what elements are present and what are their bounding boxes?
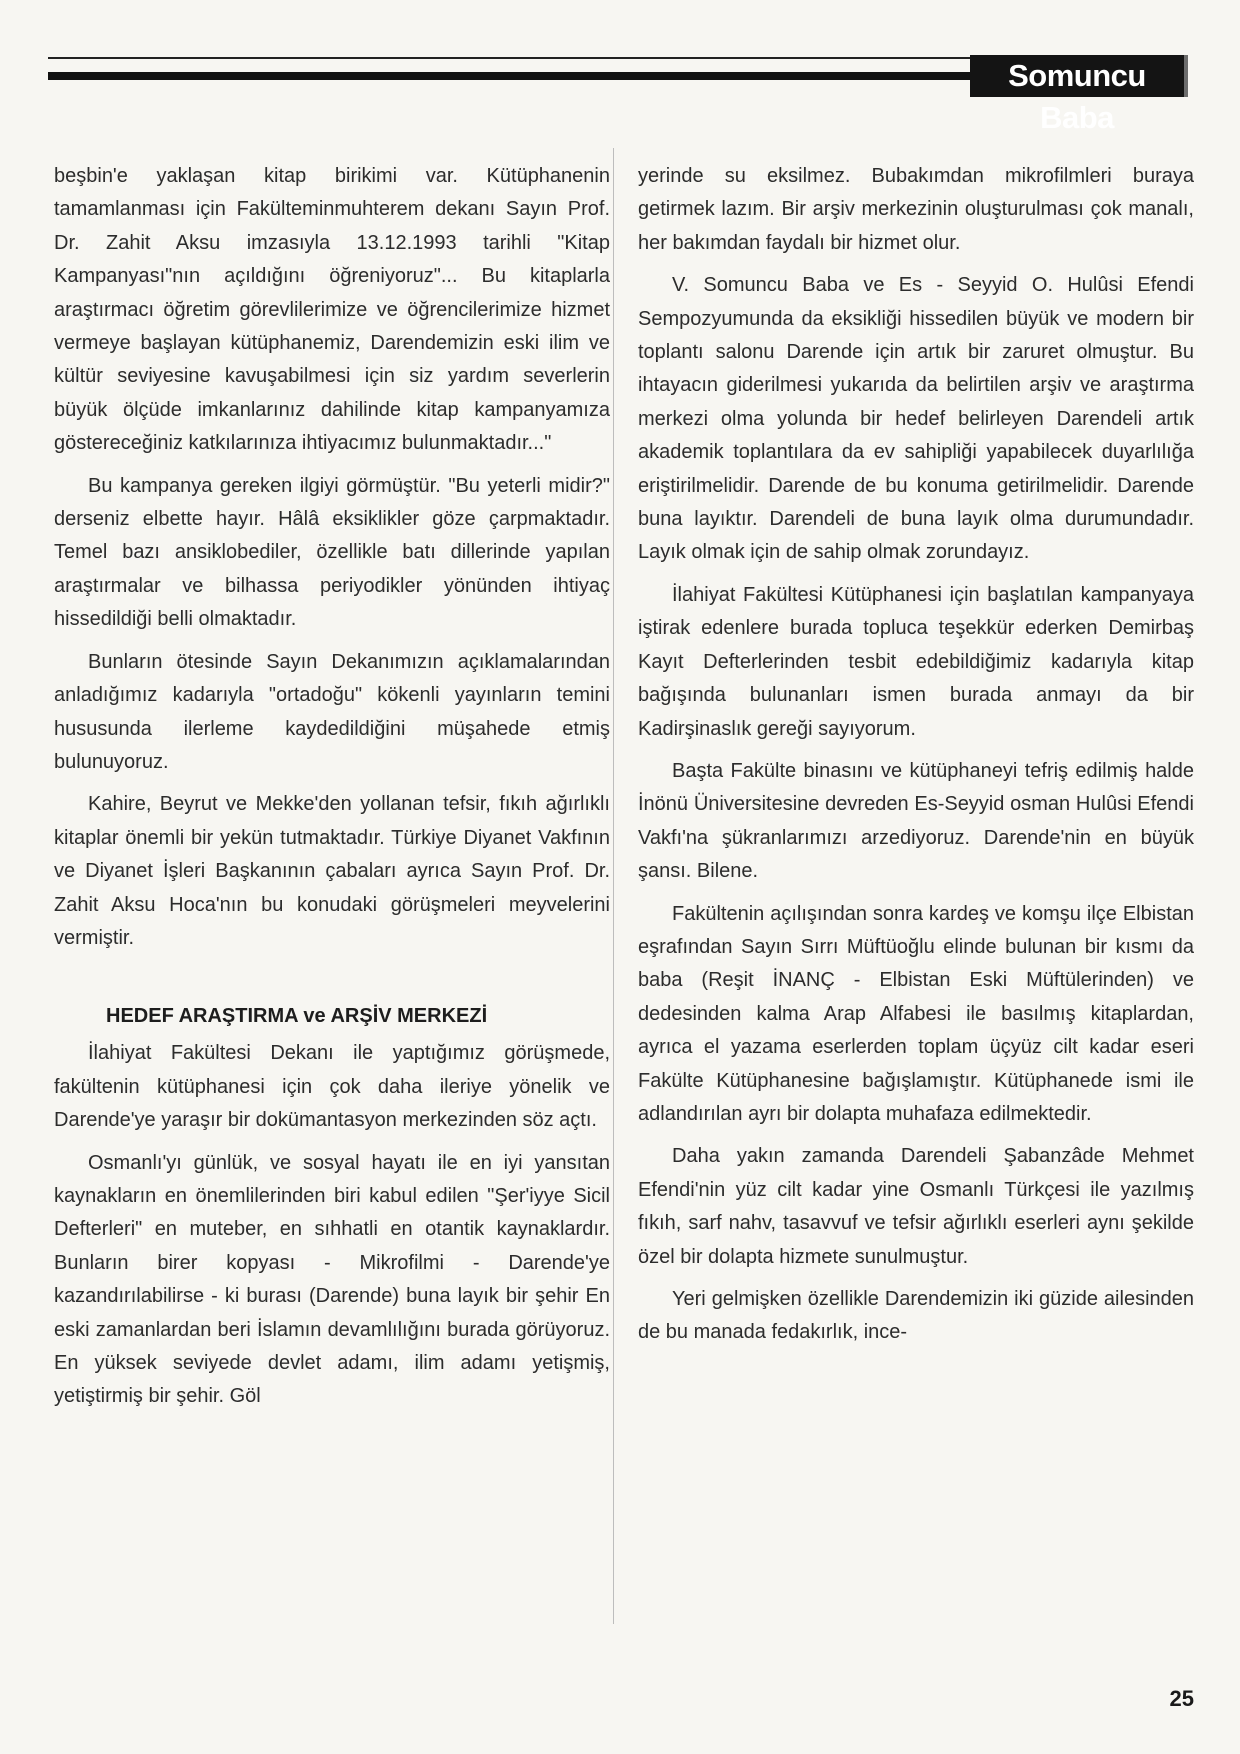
brand-edge-accent <box>1184 55 1188 97</box>
page-number: 25 <box>1169 1686 1194 1711</box>
header-rule-thick <box>48 72 974 80</box>
left-paragraph-6: Osmanlı'yı günlük, ve sosyal hayatı ile en iyi yansıtan kaynakların en önemlilerinden biri kabul edilen "Şer'iyye Sicil Defterleri" en muteber, en sıhhatli en otantik kaynaklardır. Bunların birer kopyası - Mikrofilmi - Darende'ye kazandırılabilirse - ki burası (Darende) buna layık bir şehir En eski zamanlardan beri İslamın devamlılığını burada görüyoruz. En yüksek seviyede devlet adamı, ilim adamı yetişmiş, yetiştirmiş bir şehir. Göl <box>54 1151 610 1408</box>
right-paragraph-3: İlahiyat Fakültesi Kütüphanesi için başlatılan kampanyaya iştirak edenlere burada topluca teşekkür ederken Demirbaş Kayıt Defterlerinden tesbit edebildiğimiz kadarıyla kitap bağışında bulunanları ismen burada anmayı da bir Kadirşinaslık gereği sayıyorum. <box>638 583 1194 740</box>
left-paragraph-3: Bunların ötesinde Sayın Dekanımızın açıklamalarından anladığımız kadarıyla "ortadoğu" kökenli yayınların temini hususunda ilerleme kaydedildiğini müşahede etmiş bulunuyoruz. <box>54 650 610 773</box>
right-column <box>638 160 1194 1359</box>
left-column <box>54 160 610 1423</box>
right-paragraph-4: Başta Fakülte binasını ve kütüphaneyi tefriş edilmiş halde İnönü Üniversitesine devreden Es-Seyyid osman Hulûsi Efendi Vakfı'na şükranlarımızı arzediyoruz. Darende'nin en büyük şansı. Bilene. <box>638 759 1194 883</box>
left-paragraph-2: Bu kampanya gereken ilgiyi görmüştür. "Bu yeterli midir?" derseniz elbette hayır. Hâlâ eksiklikler göze çarpmaktadır. Temel bazı ansiklobediler, özellikle batı dillerinde yapılan araştırmalar ve bilhassa periyodikler yönünden ihtiyaç hissedildiği belli olmaktadır. <box>54 474 610 631</box>
right-paragraph-6: Daha yakın zamanda Darendeli Şabanzâde Mehmet Efendi'nin yüz cilt kadar yine Osmanlı Türkçesi ile yazılmış fıkıh, sarf nahv, tasavvuf ve tefsir ağırlıklı eserleri aynı şekilde özel bir dolapta hizmete sunulmuştur. <box>638 1145 1194 1268</box>
header-rule-thin <box>48 57 974 59</box>
magazine-brand: Somuncu Baba <box>970 55 1184 97</box>
right-paragraph-5: Fakültenin açılışından sonra kardeş ve komşu ilçe Elbistan eşrafından Sayın Sırrı Müftüoğlu elinde bulunan bir kısmı da baba (Reşit İNANÇ - Elbistan Eski Müftülerinden) ve dedesinden kalma Arap Alfabesi ile basılmış kitaplardan, ayrıca el yazama eserlerden toplam üçyüz cilt kadar eseri Fakülte Kütüphanesine bağışlamıştır. Kütüphanede ismi ile adlandırılan ayrı bir dolapta muhafaza edilmektedir. <box>638 902 1194 1125</box>
right-paragraph-7: Yeri gelmişken özellikle Darendemizin iki güzide ailesinden de bu manada fedakırlık, ince- <box>638 1288 1194 1344</box>
left-paragraph-5: İlahiyat Fakültesi Dekanı ile yaptığımız görüşmede, fakültenin kütüphanesi için çok daha ileriye yönelik ve Darende'ye yaraşır bir dokümantasyon merkezinden söz açtı. <box>54 1042 610 1132</box>
column-divider <box>613 148 614 1624</box>
section-heading: HEDEF ARAŞTIRMA ve ARŞİV MERKEZİ <box>106 1005 488 1028</box>
right-paragraph-1: yerinde su eksilmez. Bubakımdan mikrofilmleri buraya getirmek lazım. Bir arşiv merkezinin oluşturulması çok manalı, her bakımdan faydalı bir hizmet olur. <box>638 165 1194 254</box>
right-paragraph-2: V. Somuncu Baba ve Es - Seyyid O. Hulûsi Efendi Sempozyumunda da eksikliği hissedilen büyük ve modern bir toplantı salonu Darende için artık bir zaruret olmuştur. Bu ihtayacın giderilmesi yukarıda da belirtilen arşiv ve araştırma merkezi olma yolunda bir hedef belirleyen Darendeli artık akademik toplantılara da ev sahipliği yapabilecek duyarlılığa eriştirilmelidir. Darende de bu konuma getirilmelidir. Darende buna layıktır. Darendeli de buna layık olma durumundadır. Layık olmak için de sahip olmak zorundayız. <box>638 274 1194 564</box>
left-paragraph-1: beşbin'e yaklaşan kitap birikimi var. Kütüphanenin tamamlanması için Fakülteminmuhterem dekanı Sayın Prof. Dr. Zahit Aksu imzasıyla 13.12.1993 tarihli "Kitap Kampanyası"nın açıldığını öğreniyoruz"... Bu kitaplarla araştırmacı öğretim görevlilerimize ve öğrencilerimize hizmet vermeye başlayan kütüphanemiz, Darendemizin eski ilim ve kültür seviyesine kavuşabilmesi için siz yardım severlerin büyük ölçüde imkanlarınız dahilinde kitap kampanyamıza göstereceğiniz katkılarınıza ihtiyacımız bulunmaktadır..." <box>54 165 610 455</box>
left-paragraph-4: Kahire, Beyrut ve Mekke'den yollanan tefsir, fıkıh ağırlıklı kitaplar önemli bir yekün tutmaktadır. Türkiye Diyanet Vakfının ve Diyanet İşleri Başkanının çabaları ayrıca Sayın Prof. Dr. Zahit Aksu Hoca'nın bu konudaki görüşmeleri meyvelerini vermiştir. <box>54 793 610 949</box>
